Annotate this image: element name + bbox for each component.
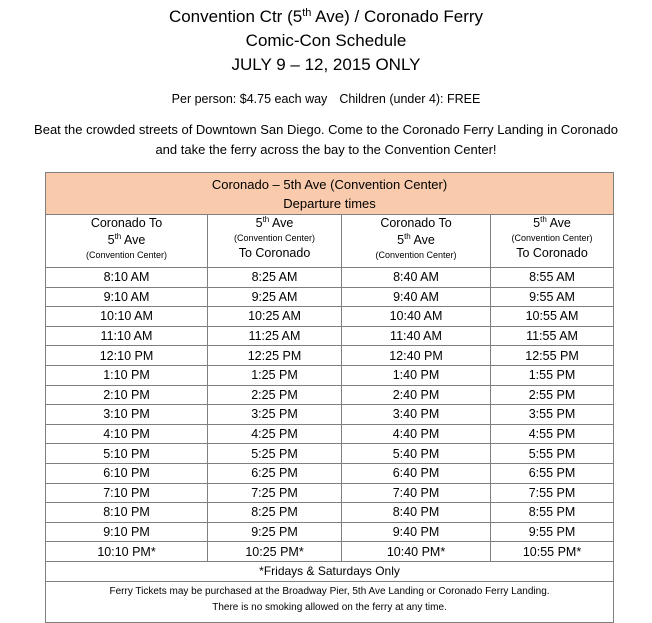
route-header <box>46 173 614 215</box>
adult-fare: Per person: $4.75 each way <box>171 92 328 106</box>
table-cell: 9:10 AM <box>46 287 208 307</box>
table-row <box>46 307 614 327</box>
table-cell: 12:10 PM <box>46 346 208 366</box>
table-row <box>46 365 614 385</box>
table-cell: 2:55 PM <box>491 385 614 405</box>
table-cell: 9:55 PM <box>491 522 614 542</box>
table-cell: 6:25 PM <box>208 463 342 483</box>
table-cell: 10:40 PM* <box>342 542 491 562</box>
table-cell: 10:25 AM <box>208 307 342 327</box>
footnote-row <box>46 561 614 581</box>
table-cell: 9:25 PM <box>208 522 342 542</box>
table-cell: 1:40 PM <box>342 365 491 385</box>
table-cell: 8:25 PM <box>208 503 342 523</box>
table-cell: 11:25 AM <box>208 326 342 346</box>
table-row <box>46 542 614 562</box>
table-cell: 9:55 AM <box>491 287 614 307</box>
table-cell: 10:25 PM* <box>208 542 342 562</box>
table-cell: 7:10 PM <box>46 483 208 503</box>
table-cell: 8:55 PM <box>491 503 614 523</box>
table-cell: 12:25 PM <box>208 346 342 366</box>
table-cell: 8:40 PM <box>342 503 491 523</box>
schedule-page <box>0 5 652 613</box>
column-header-row <box>46 215 614 268</box>
table-cell: 10:55 AM <box>491 307 614 327</box>
table-cell: 5:40 PM <box>342 444 491 464</box>
table-cell: 8:40 AM <box>342 268 491 288</box>
table-row <box>46 424 614 444</box>
table-row <box>46 463 614 483</box>
table-cell: 10:55 PM* <box>491 542 614 562</box>
table-cell: 11:40 AM <box>342 326 491 346</box>
date-range: JULY 9 – 12, 2015 ONLY <box>231 55 421 74</box>
intro-paragraph: Beat the crowded streets of Downtown San Diego. Come to the Coronado Ferry Landing in Coronado and take the ferry across the bay to the Convention Center! <box>34 122 618 157</box>
table-cell: 3:55 PM <box>491 405 614 425</box>
table-cell: 3:40 PM <box>342 405 491 425</box>
table-cell: 12:40 PM <box>342 346 491 366</box>
table-row <box>46 346 614 366</box>
ticket-purchase-note: Ferry Tickets may be purchased at the Broadway Pier, 5th Ave Landing or Coronado Ferry Landing. <box>109 585 550 597</box>
table-cell: 11:10 AM <box>46 326 208 346</box>
table-cell: 8:10 AM <box>46 268 208 288</box>
table-row <box>46 268 614 288</box>
table-cell: 10:40 AM <box>342 307 491 327</box>
table-cell: 9:40 AM <box>342 287 491 307</box>
table-cell: 10:10 PM* <box>46 542 208 562</box>
column-header-3: Coronado To 5th Ave (Convention Center) <box>342 215 491 268</box>
page-subtitle: Comic-Con Schedule <box>245 31 407 50</box>
table-cell: 3:10 PM <box>46 405 208 425</box>
table-cell: 8:25 AM <box>208 268 342 288</box>
table-cell: 12:55 PM <box>491 346 614 366</box>
table-cell: 9:10 PM <box>46 522 208 542</box>
table-cell: 4:55 PM <box>491 424 614 444</box>
table-cell: 5:25 PM <box>208 444 342 464</box>
table-cell: 6:10 PM <box>46 463 208 483</box>
table-cell: 11:55 AM <box>491 326 614 346</box>
table-cell: 5:10 PM <box>46 444 208 464</box>
column-header-2: 5th Ave (Convention Center) To Coronado <box>208 215 342 268</box>
footnote: *Fridays & Saturdays Only <box>46 561 614 581</box>
table-cell: 4:40 PM <box>342 424 491 444</box>
fare-info <box>0 91 652 107</box>
table-row <box>46 522 614 542</box>
table-cell: 2:40 PM <box>342 385 491 405</box>
table-row <box>46 483 614 503</box>
table-cell: 8:55 AM <box>491 268 614 288</box>
table-cell: 8:10 PM <box>46 503 208 523</box>
table-cell: 3:25 PM <box>208 405 342 425</box>
table-cell: 7:40 PM <box>342 483 491 503</box>
table-cell: 7:55 PM <box>491 483 614 503</box>
table-row <box>46 326 614 346</box>
departure-table <box>45 172 614 623</box>
table-row <box>46 444 614 464</box>
table-cell: 2:25 PM <box>208 385 342 405</box>
table-cell: 4:25 PM <box>208 424 342 444</box>
page-title: Convention Ctr (5th Ave) / Coronado Ferry <box>168 7 484 26</box>
table-cell: 1:25 PM <box>208 365 342 385</box>
table-cell: 5:55 PM <box>491 444 614 464</box>
table-cell: 6:55 PM <box>491 463 614 483</box>
no-smoking-note: There is no smoking allowed on the ferry at any time. <box>212 601 447 613</box>
table-row <box>46 503 614 523</box>
table-cell: 1:55 PM <box>491 365 614 385</box>
table-cell: 10:10 AM <box>46 307 208 327</box>
table-row <box>46 287 614 307</box>
route-subtitle: Departure times <box>283 195 376 211</box>
table-cell: 9:40 PM <box>342 522 491 542</box>
table-cell: 2:10 PM <box>46 385 208 405</box>
table-cell: 7:25 PM <box>208 483 342 503</box>
column-header-4: 5th Ave (Convention Center) To Coronado <box>491 215 614 268</box>
table-cell: 1:10 PM <box>46 365 208 385</box>
column-header-1: Coronado To 5th Ave (Convention Center) <box>46 215 208 268</box>
table-cell: 6:40 PM <box>342 463 491 483</box>
route-title: Coronado – 5th Ave (Convention Center) <box>211 176 448 192</box>
child-fare: Children (under 4): FREE <box>339 92 481 106</box>
table-row <box>46 385 614 405</box>
table-cell: 9:25 AM <box>208 287 342 307</box>
route-header-row <box>46 173 614 215</box>
table-row <box>46 405 614 425</box>
table-cell: 4:10 PM <box>46 424 208 444</box>
